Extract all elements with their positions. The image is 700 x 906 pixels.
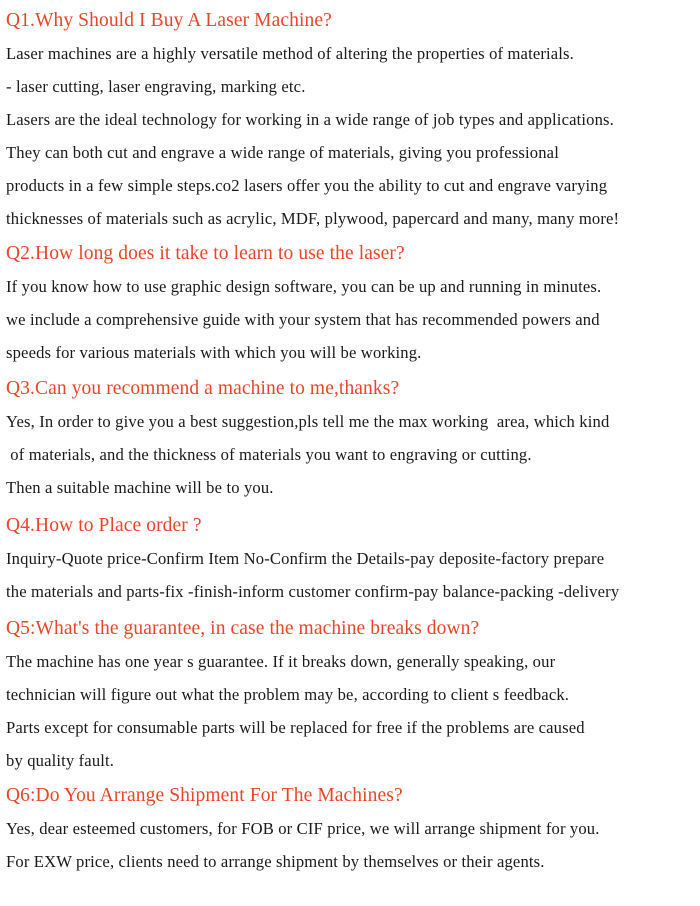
faq-answer-line: thicknesses of materials such as acrylic, MDF, plywood, papercard and many, many more! (6, 209, 620, 228)
faq-answer-line: If you know how to use graphic design software, you can be up and running in minutes. (6, 277, 602, 296)
faq-answer-line: - laser cutting, laser engraving, marking etc. (6, 77, 306, 96)
faq-answer-line: Parts except for consumable parts will be replaced for free if the problems are caused (6, 718, 585, 737)
faq-item-3 (6, 372, 609, 504)
faq-answer-line: products in a few simple steps.co2 lasers offer you the ability to cut and engrave varying (6, 176, 608, 195)
faq-answer-line: we include a comprehensive guide with your system that has recommended powers and (6, 310, 600, 329)
faq-question: Q3.Can you recommend a machine to me,thanks? (6, 378, 400, 399)
faq-answer-line: technician will figure out what the problem may be, according to client s feedback. (6, 685, 570, 704)
faq-answer-line: of materials, and the thickness of materials you want to engraving or cutting. (6, 445, 532, 464)
faq-item-6 (6, 779, 600, 878)
faq-answer-line: speeds for various materials with which you will be working. (6, 343, 422, 362)
faq-question: Q1.Why Should I Buy A Laser Machine? (6, 10, 332, 31)
faq-answer-line: For EXW price, clients need to arrange shipment by themselves or their agents. (6, 852, 545, 871)
faq-answer-line: Yes, dear esteemed customers, for FOB or CIF price, we will arrange shipment for you. (6, 819, 600, 838)
faq-item-2 (6, 237, 601, 369)
faq-answer-line: by quality fault. (6, 751, 115, 770)
faq-answer-line: Inquiry-Quote price-Confirm Item No-Confirm the Details-pay deposite-factory prepare (6, 549, 605, 568)
faq-item-5 (6, 612, 585, 777)
faq-answer-line: Lasers are the ideal technology for working in a wide range of job types and applications. (6, 110, 614, 129)
faq-answer-line: Then a suitable machine will be to you. (6, 478, 274, 497)
faq-answer-line: the materials and parts-fix -finish-inform customer confirm-pay balance-packing -delivery (6, 582, 620, 601)
faq-answer-line: The machine has one year s guarantee. If it breaks down, generally speaking, our (6, 652, 556, 671)
faq-question: Q6:Do You Arrange Shipment For The Machines? (6, 785, 403, 806)
faq-answer-line: They can both cut and engrave a wide range of materials, giving you professional (6, 143, 559, 162)
faq-item-1 (6, 4, 619, 235)
faq-question: Q4.How to Place order ? (6, 515, 202, 536)
faq-answer-line: Yes, In order to give you a best suggestion,pls tell me the max working area, which kind (6, 412, 610, 431)
faq-answer-line: Laser machines are a highly versatile method of altering the properties of materials. (6, 44, 574, 63)
faq-question: Q2.How long does it take to learn to use the laser? (6, 243, 405, 264)
faq-question: Q5:What's the guarantee, in case the machine breaks down? (6, 618, 480, 639)
faq-item-4 (6, 509, 619, 608)
